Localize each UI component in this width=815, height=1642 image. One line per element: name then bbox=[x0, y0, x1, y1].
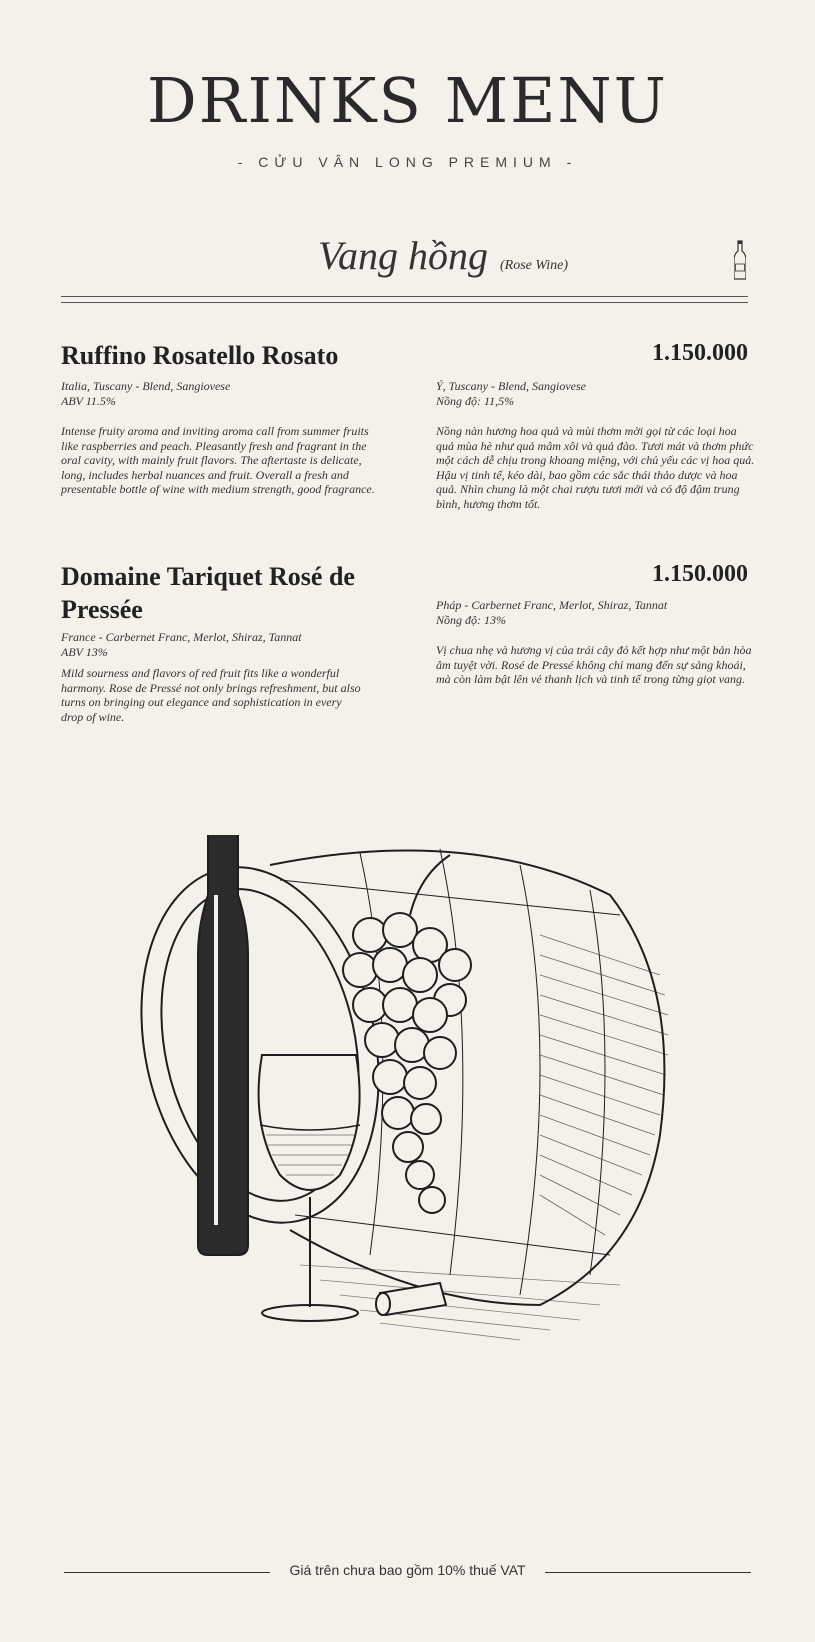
footer-line-right bbox=[545, 1572, 751, 1573]
item-origin-vi: Pháp - Carbernet Franc, Merlot, Shiraz, Tannat bbox=[436, 598, 668, 612]
item-origin-en: France - Carbernet Franc, Merlot, Shiraz, Tannat bbox=[61, 630, 302, 644]
item-abv-en: ABV 11.5% bbox=[61, 394, 116, 408]
item-origin-en: Italia, Tuscany - Blend, Sangiovese bbox=[61, 379, 231, 393]
item-description-en: Mild sourness and flavors of red fruit fits like a wonderful harmony. Rose de Pressé not only brings refreshment, but also turns on bringing out elegance and sophistication in every drop of wine. bbox=[61, 666, 361, 724]
item-description-en: Intense fruity aroma and inviting aroma call from summer fruits like raspberries and peach. Pleasantly fresh and fragrant in the oral cavity, with mainly fruit flavors. The aftertaste is delicate, long, includes herbal nuances and fruit. Overall a fresh and presentable bottle of wine with medium strength, good fragrance. bbox=[61, 424, 375, 497]
vat-note: Giá trên chưa bao gồm 10% thuế VAT bbox=[289, 1562, 526, 1578]
section-subtitle: (Rose Wine) bbox=[500, 258, 569, 273]
item-description-vi: Nồng nàn hương hoa quả và mùi thơm mời gọi từ các loại hoa quả mùa hè như quả mâm xôi và quả đào. Tươi mát và thơm phức một cách dễ chịu trong khoang miệng, với chủ yếu các vị hoa quả. Hậu vị tinh tế, kéo dài, bao gồm các sắc thái thảo dược và hoa quả. Nhìn chung là một chai rượu tươi mới và có độ đậm trung bình, hương thơm tốt. bbox=[436, 424, 755, 511]
menu-subtitle: - CỬU VÂN LONG PREMIUM - bbox=[237, 154, 578, 170]
item-price: 1.150.000 bbox=[652, 561, 748, 587]
item-abv-en: ABV 13% bbox=[61, 645, 108, 659]
wine-barrel-illustration bbox=[120, 835, 680, 1400]
item-abv-vi: Nồng độ: 13% bbox=[436, 613, 506, 627]
section-title: Vang hồng bbox=[318, 233, 488, 278]
item-abv-vi: Nồng độ: 11,5% bbox=[436, 394, 515, 408]
divider-line bbox=[61, 302, 748, 303]
item-description-vi: Vị chua nhẹ và hương vị của trái cây đỏ kết hợp như một bản hòa âm tuyệt vời. Rosé de Pressé không chỉ mang đến sự sảng khoái, mà còn làm bật lên vẻ thanh lịch và tinh tế trong từng giọt vang. bbox=[436, 643, 752, 687]
item-price: 1.150.000 bbox=[652, 340, 748, 366]
menu-title: DRINKS MENU bbox=[147, 64, 668, 137]
item-name: Ruffino Rosatello Rosato bbox=[61, 341, 339, 370]
item-origin-vi: Ý, Tuscany - Blend, Sangiovese bbox=[436, 379, 586, 393]
wine-bottle-icon bbox=[734, 240, 746, 285]
divider-line bbox=[61, 296, 748, 297]
item-name: Domaine Tariquet Rosé de Pressée bbox=[61, 562, 355, 624]
